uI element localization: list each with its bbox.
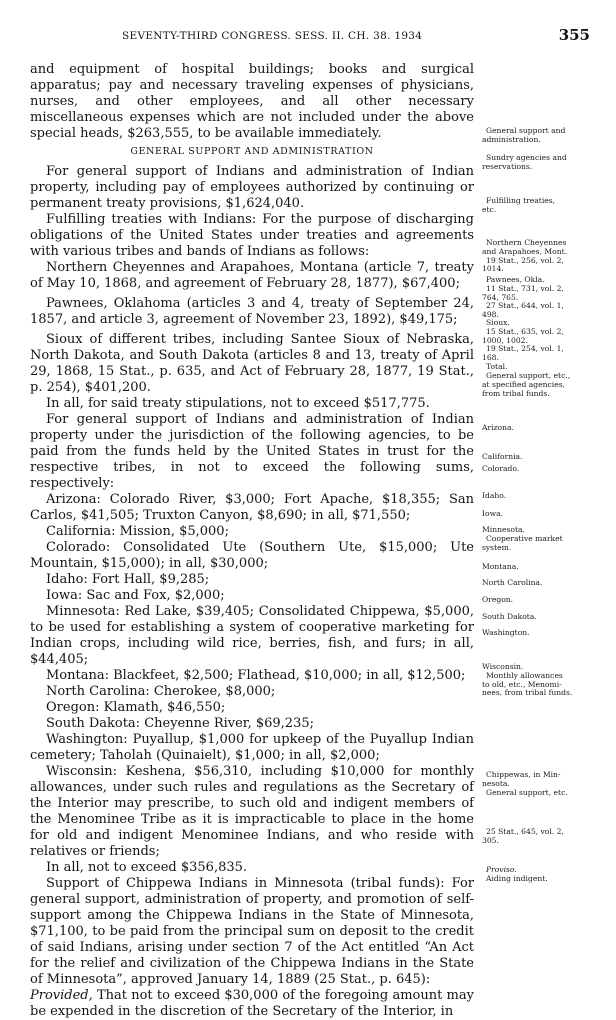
- margin-note-total: Total.: [486, 363, 508, 371]
- paragraph-agencies-total: In all, not to exceed $356,835.: [46, 860, 248, 875]
- paragraph-treaty-total: In all, for said treaty stipulations, not to exceed $517,775.: [46, 396, 430, 411]
- margin-note-fulfilling-treaties: Fulfilling treaties, etc.: [482, 197, 556, 214]
- margin-note-pawnees: Pawnees, Okla. 11 Stat., 731, vol. 2, 764, 765. 27 Stat., 644, vol. 1, 498.: [482, 276, 564, 320]
- paragraph-sioux: Sioux of different tribes, including Santee Sioux of Nebraska, North Dakota, and South Dakota (articles 8 and 13, treaty of April 29, 1868, 15 Stat., p. 635, and Act of February 28, 1877, 19 Stat., p. 254), $401,200.: [30, 332, 474, 395]
- page-number: 355: [558, 26, 590, 44]
- paragraph-iowa: Iowa: Sac and Fox, $2,000;: [46, 588, 225, 603]
- paragraph-tribal-funds: For general support of Indians and administration of Indian property under the jurisdiction of the following agencies, to be paid from the funds held by the United States in trust for the respective tribes, in not to exceed the following sums, respectively:: [30, 412, 474, 491]
- paragraph-california: California: Mission, $5,000;: [46, 524, 229, 539]
- proviso-word: Provided,: [30, 988, 93, 1003]
- paragraph-idaho: Idaho: Fort Hall, $9,285;: [46, 572, 210, 587]
- paragraph-minnesota: Minnesota: Red Lake, $39,405; Consolidated Chippewa, $5,000, to be used for establishing a system of cooperative marketing for Indian crops, including wild rice, berries, fish, and furs; in all, $44,405;: [30, 604, 474, 667]
- paragraph-pawnees: Pawnees, Oklahoma (articles 3 and 4, treaty of September 24, 1857, and article 3, agreement of November 23, 1892), $49,175;: [30, 296, 474, 327]
- margin-note-north-carolina: North Carolina.: [482, 579, 543, 587]
- paragraph-chippewa-support: Support of Chippewa Indians in Minnesota (tribal funds): For general support, administration of property, and promotion of self-support among the Chippewa Indians in the State of Minnesota, $71,100, to be paid from the principal sum on deposit to the credit of said Indians, arising under section 7 of the Act entitled “An Act for the relief and civilization of the Chippewa Indians in the State of Minnesota”, approved January 14, 1889 (25 Stat., p. 645):: [30, 876, 474, 987]
- margin-note-minnesota: Minnesota. Cooperative market system.: [482, 526, 563, 552]
- margin-note-iowa: Iowa.: [482, 510, 504, 518]
- margin-note-idaho: Idaho.: [482, 492, 507, 500]
- margin-note-chippewas: Chippewas, in Min- nesota. General support, etc.: [482, 771, 568, 797]
- main-text-column: [30, 62, 474, 1020]
- margin-note-colorado: Colorado.: [482, 465, 520, 473]
- section-heading: GENERAL SUPPORT AND ADMINISTRATION: [130, 146, 374, 157]
- margin-note-sundry-agencies: Sundry agencies and reservations.: [482, 154, 567, 171]
- paragraph-arizona: Arizona: Colorado River, $3,000; Fort Apache, $18,355; San Carlos, $41,505; Truxton Canyon, $8,690; in all, $71,550;: [30, 492, 474, 523]
- margin-note-montana: Montana.: [482, 563, 519, 571]
- proviso-text: That not to exceed $30,000 of the foregoing amount may be expended in the discretion of the Secretary of the Interior, in: [30, 988, 474, 1019]
- paragraph-proviso: [30, 988, 474, 1020]
- paragraph-hospital-continuation: and equipment of hospital buildings; books and surgical apparatus; pay and necessary traveling expenses of physicians, nurses, and other employees, and all other necessary miscellaneous expenses which are not included under the above special heads, $263,555, to be available immediately.: [30, 62, 474, 141]
- paragraph-colorado: Colorado: Consolidated Ute (Southern Ute, $15,000; Ute Mountain, $15,000); in all, $30,000;: [30, 540, 474, 571]
- running-head: SEVENTY-THIRD CONGRESS. SESS. II. CH. 38. 1934: [122, 30, 423, 42]
- margin-note-wisconsin: Wisconsin. Monthly allowances to old, etc., Menomi- nees, from tribal funds.: [482, 663, 573, 698]
- paragraph-wisconsin: Wisconsin: Keshena, $56,310, including $10,000 for monthly allowances, under such rules and regulations as the Secretary of the Interior may prescribe, to such old and indigent members of the Menominee Tribe as it is impracticable to place in the home for old and indigent Menominee Indians, and who reside with relatives or friends;: [30, 764, 474, 859]
- paragraph-general-support: For general support of Indians and administration of Indian property, including pay of employees authorized by continuing or permanent treaty provisions, $1,624,040.: [30, 164, 474, 211]
- margin-note-general-support: General support and administration.: [482, 127, 566, 144]
- paragraph-washington: Washington: Puyallup, $1,000 for upkeep of the Puyallup Indian cemetery; Taholah (Quinaielt), $1,000; in all, $2,000;: [30, 732, 474, 763]
- margin-note-sioux: Sioux. 15 Stat., 635, vol. 2, 1000, 1002. 19 Stat., 254, vol. 1, 168.: [482, 319, 564, 363]
- margin-note-cheyennes: Northern Cheyennes and Arapahoes, Mont. 19 Stat., 256, vol. 2, 1014.: [482, 239, 568, 274]
- paragraph-montana: Montana: Blackfeet, $2,500; Flathead, $10,000; in all, $12,500;: [46, 668, 466, 683]
- paragraph-fulfilling-treaties: Fulfilling treaties with Indians: For the purpose of discharging obligations of the United States under treaties and agreements with various tribes and bands of Indians as follows:: [30, 212, 474, 259]
- margin-note-oregon: Oregon.: [482, 596, 514, 604]
- paragraph-south-dakota: South Dakota: Cheyenne River, $69,235;: [46, 716, 314, 731]
- margin-note-california: California.: [482, 453, 523, 461]
- margin-note-washington: Washington.: [482, 629, 530, 637]
- paragraph-north-carolina: North Carolina: Cherokee, $8,000;: [46, 684, 276, 699]
- margin-note-25-stat: 25 Stat., 645, vol. 2, 305.: [482, 828, 564, 845]
- page-header: [30, 22, 590, 46]
- paragraph-oregon: Oregon: Klamath, $46,550;: [46, 700, 226, 715]
- margin-note-south-dakota: South Dakota.: [482, 613, 537, 621]
- margin-note-arizona: Arizona.: [482, 424, 514, 432]
- margin-note-proviso: Proviso. Aiding indigent.: [486, 866, 548, 883]
- paragraph-northern-cheyennes: Northern Cheyennes and Arapahoes, Montana (article 7, treaty of May 10, 1868, and agreement of February 28, 1877), $67,400;: [30, 260, 474, 291]
- margin-note-specified-agencies: General support, etc., at specified agencies, from tribal funds.: [482, 372, 571, 398]
